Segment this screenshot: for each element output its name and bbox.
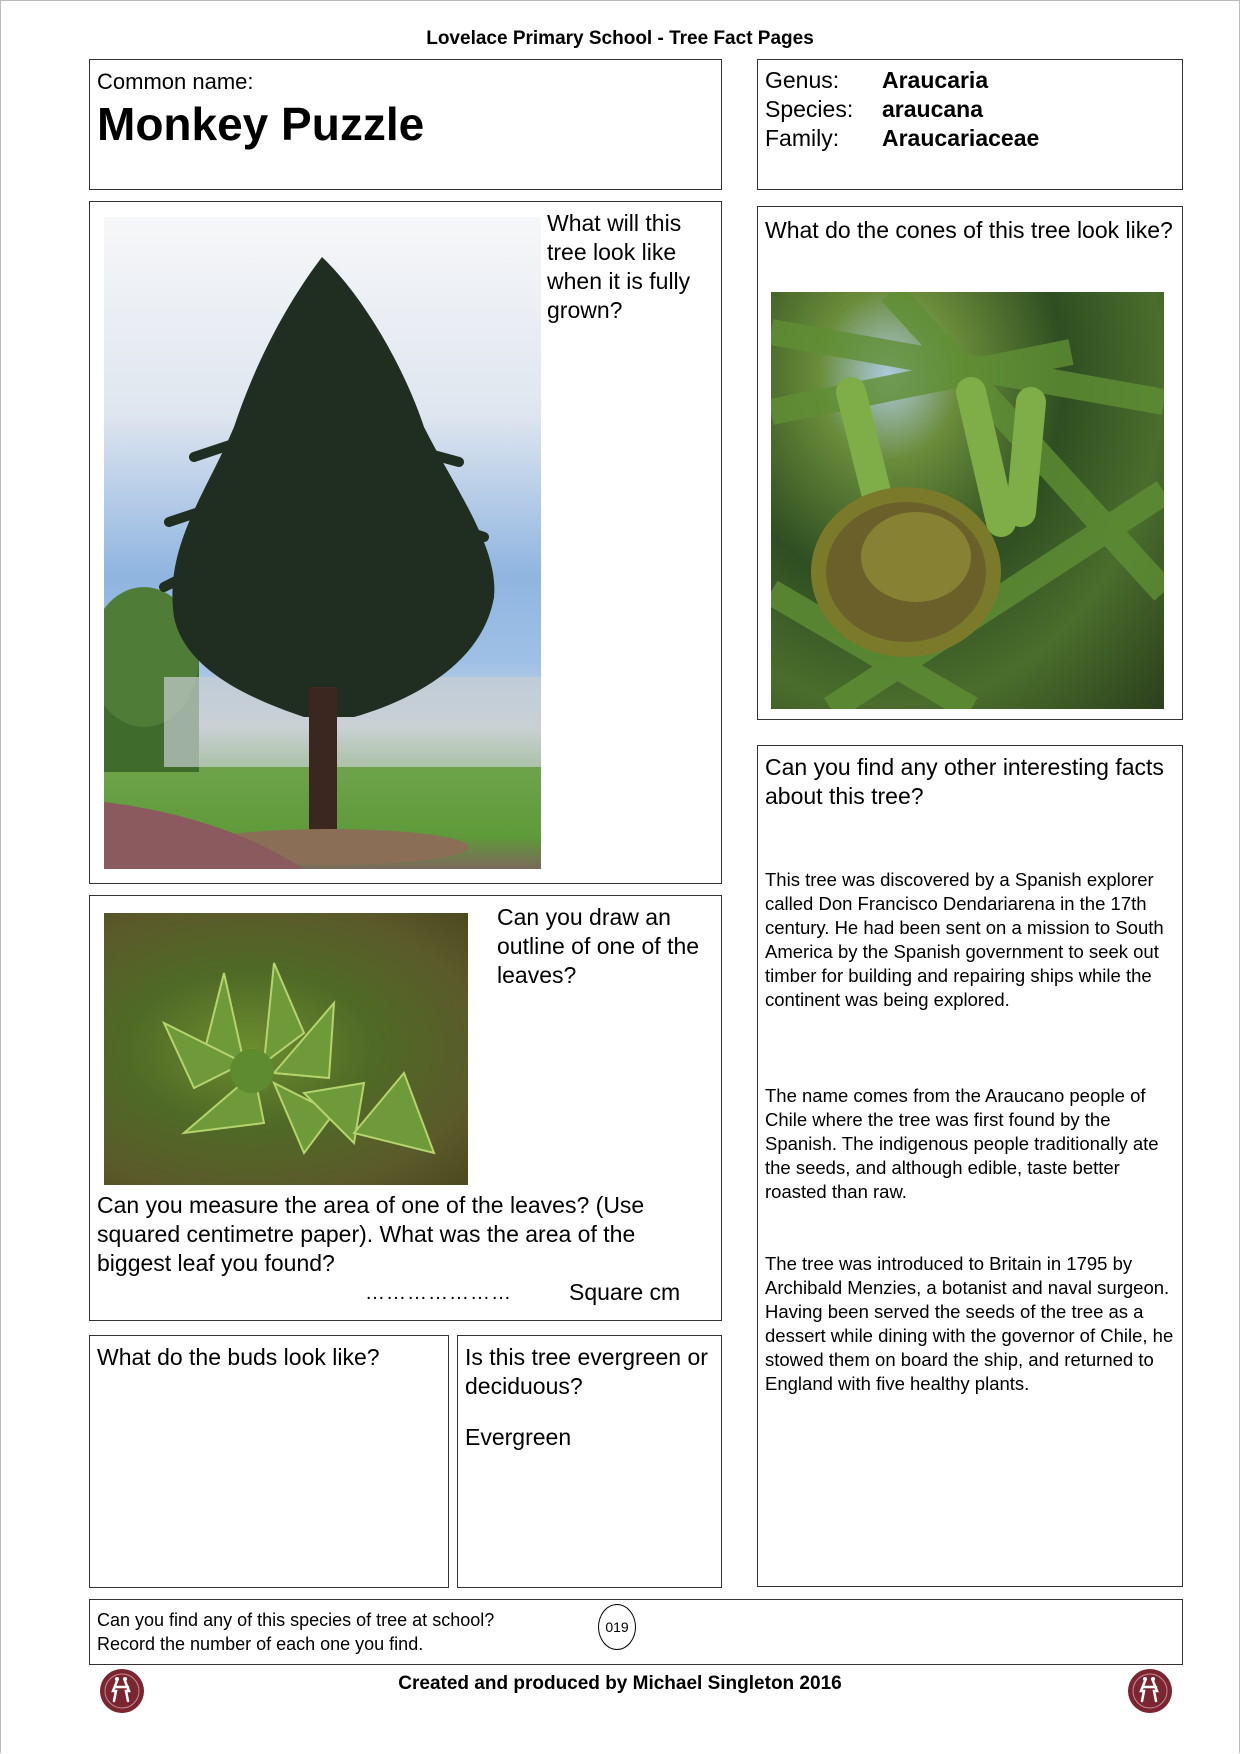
family-label: Family: — [765, 125, 840, 151]
tree-illustration-icon — [104, 217, 541, 869]
full-grown-question: What will this tree look like when it is fully grown? — [547, 210, 691, 323]
cones-question: What do the cones of this tree look like? — [765, 217, 1173, 243]
species-value: araucana — [882, 96, 984, 122]
leaf-area-unit: Square cm — [569, 1279, 681, 1305]
buds-box — [89, 1335, 449, 1588]
leaf-area-question: Can you measure the area of one of the leaves? (Use squared centimetre paper). What was the area of the biggest leaf you found? — [97, 1192, 645, 1276]
tree-number-badge — [598, 1604, 636, 1650]
school-count-line1: Can you find any of this species of tree at school? — [97, 1610, 495, 1630]
facts-box — [757, 745, 1183, 1587]
cone-photo — [771, 292, 1164, 709]
family-value: Araucariaceae — [882, 125, 1040, 151]
common-name-value: Monkey Puzzle — [97, 98, 425, 150]
cones-box — [757, 206, 1183, 720]
taxonomy-box — [757, 59, 1183, 190]
buds-question: What do the buds look like? — [97, 1344, 380, 1370]
school-count-box — [89, 1599, 1183, 1665]
taxonomy-row-species — [765, 95, 1182, 124]
evergreen-question: Is this tree evergreen or deciduous? — [465, 1344, 708, 1399]
cone-illustration-icon — [771, 292, 1164, 709]
fact-paragraph: This tree was discovered by a Spanish explorer called Don Francisco Dendariarena in the 17th century. He had been sent on a mission to South America by the Spanish government to seek out timber for building and repairing ships while the continent was being explored. — [765, 869, 1164, 1010]
genus-label: Genus: — [765, 67, 840, 93]
leaves-box — [89, 895, 722, 1321]
tree-photo — [104, 217, 541, 869]
evergreen-answer: Evergreen — [465, 1424, 572, 1450]
school-logo-icon — [1128, 1669, 1172, 1713]
leaf-illustration-icon — [104, 913, 468, 1185]
school-count-line2: Record the number of each one you find. — [97, 1634, 424, 1654]
taxonomy-row-family — [765, 124, 1182, 153]
genus-value: Araucaria — [882, 67, 989, 93]
tree-number: 019 — [605, 1619, 629, 1635]
leaf-area-answer-blank[interactable]: ………………… — [365, 1282, 512, 1304]
evergreen-box — [457, 1335, 722, 1588]
page-header: Lovelace Primary School - Tree Fact Pages — [426, 28, 814, 49]
species-label: Species: — [765, 96, 854, 122]
full-grown-tree-box — [89, 201, 722, 884]
common-name-box — [89, 59, 722, 190]
taxonomy-row-genus — [765, 66, 1182, 95]
facts-question: Can you find any other interesting facts about this tree? — [765, 754, 1164, 809]
fact-paragraph: The tree was introduced to Britain in 1795 by Archibald Menzies, a botanist and naval surgeon. Having been served the seeds of the tree as a dessert while dining with the governor of Chile, he stowed them on board the ship, and returned to England with five healthy plants. — [765, 1253, 1174, 1394]
leaf-photo — [104, 913, 468, 1185]
footer-credit: Created and produced by Michael Singleton 2016 — [398, 1673, 842, 1694]
school-logo-right — [1128, 1669, 1172, 1713]
leaf-outline-question: Can you draw an outline of one of the leaves? — [497, 904, 700, 988]
fact-paragraph: The name comes from the Araucano people of Chile where the tree was first found by the Spanish. The indigenous people traditionally ate the seeds, and although edible, taste better roasted than raw. — [765, 1085, 1159, 1202]
common-name-label: Common name: — [97, 69, 254, 94]
